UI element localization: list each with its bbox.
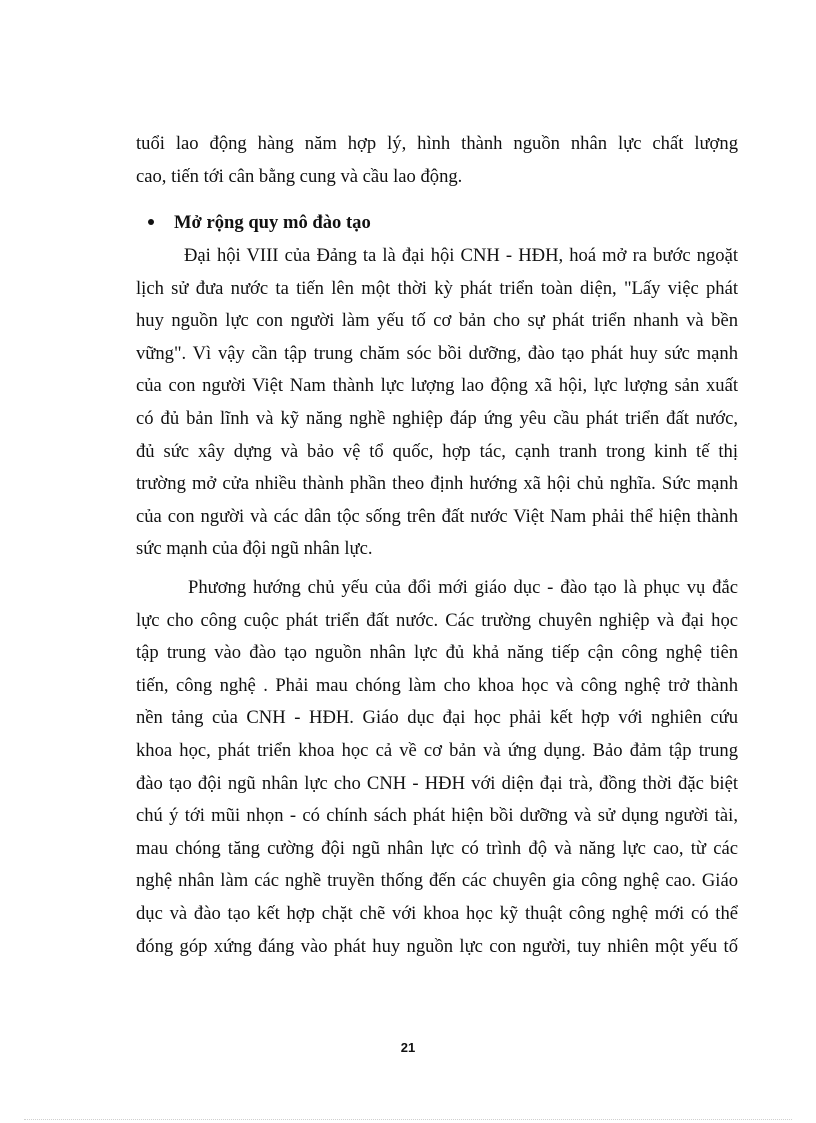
text-line: Đại hội VIII của Đảng ta là đại hội CNH - HĐH, hoá mở ra bước ngoặt [184, 245, 738, 266]
text-line: tập trung vào đào tạo nguồn nhân lực đủ khả năng tiếp cận công nghệ tiên [136, 642, 738, 664]
text-line: Phương hướng chủ yếu của đổi mới giáo dục - đào tạo là phục vụ đắc [188, 577, 738, 598]
bullet-icon [148, 219, 154, 225]
text-line: đủ sức xây dựng và bảo vệ tổ quốc, hợp tác, cạnh tranh trong kinh tế thị [136, 440, 738, 462]
section-heading [148, 208, 371, 238]
text-line: tiến, công nghệ . Phải mau chóng làm cho khoa học và công nghệ trở thành [136, 674, 738, 696]
text-line: lực cho công cuộc phát triển đất nước. Các trường chuyên nghiệp và đại học [136, 609, 738, 631]
page-number: 21 [400, 1040, 416, 1055]
paragraph-2 [136, 572, 738, 963]
text-line: huy nguồn lực con người làm yếu tố cơ bản cho sự phát triển nhanh và bền [136, 310, 738, 332]
page-border-divider [24, 1119, 792, 1120]
text-line: lịch sử đưa nước ta tiến lên một thời kỳ phát triển toàn diện, "Lấy việc phát [136, 277, 738, 299]
text-line: sức mạnh của đội ngũ nhân lực. [136, 538, 373, 560]
paragraph-1 [136, 240, 738, 566]
text-line: của con người Việt Nam thành lực lượng lao động xã hội, lực lượng sản xuất [136, 375, 738, 397]
text-line: đào tạo đội ngũ nhân lực cho CNH - HĐH với diện đại trà, đồng thời đặc biệt [136, 772, 738, 794]
heading-text: Mở rộng quy mô đào tạo [174, 212, 371, 233]
text-line: trường mở cửa nhiều thành phần theo định hướng xã hội chủ nghĩa. Sức mạnh [136, 473, 738, 495]
text-line: của con người và các dân tộc sống trên đất nước Việt Nam phải thể hiện thành [136, 505, 738, 527]
text-line: mau chóng tăng cường đội ngũ nhân lực có trình độ và năng lực cao, từ các [136, 837, 738, 859]
text-line: đóng góp xứng đáng vào phát huy nguồn lực con người, tuy nhiên một yếu tố [136, 935, 738, 957]
text-line: tuổi lao động hàng năm hợp lý, hình thành nguồn nhân lực chất lượng [136, 133, 738, 154]
text-line: dục và đào tạo kết hợp chặt chẽ với khoa học kỹ thuật công nghệ mới có thể [136, 902, 738, 924]
text-line: chú ý tới mũi nhọn - có chính sách phát hiện bồi dưỡng và sử dụng người tài, [136, 805, 738, 827]
text-line: vững". Vì vậy cần tập trung chăm sóc bồi dưỡng, đào tạo phát huy sức mạnh [136, 342, 738, 364]
text-line: nghệ nhân làm các nghề truyền thống đến các chuyên gia công nghệ cao. Giáo [136, 870, 738, 892]
intro-paragraph [136, 128, 738, 193]
text-line: nền tảng của CNH - HĐH. Giáo dục đại học phải kết hợp với nghiên cứu [136, 707, 738, 729]
text-line: có đủ bản lĩnh và kỹ năng nghề nghiệp đáp ứng yêu cầu phát triển đất nước, [136, 407, 738, 429]
text-line: cao, tiến tới cân bằng cung và cầu lao động. [136, 165, 463, 187]
text-line: khoa học, phát triển khoa học cả về cơ bản và ứng dụng. Bảo đảm tập trung [136, 739, 738, 761]
